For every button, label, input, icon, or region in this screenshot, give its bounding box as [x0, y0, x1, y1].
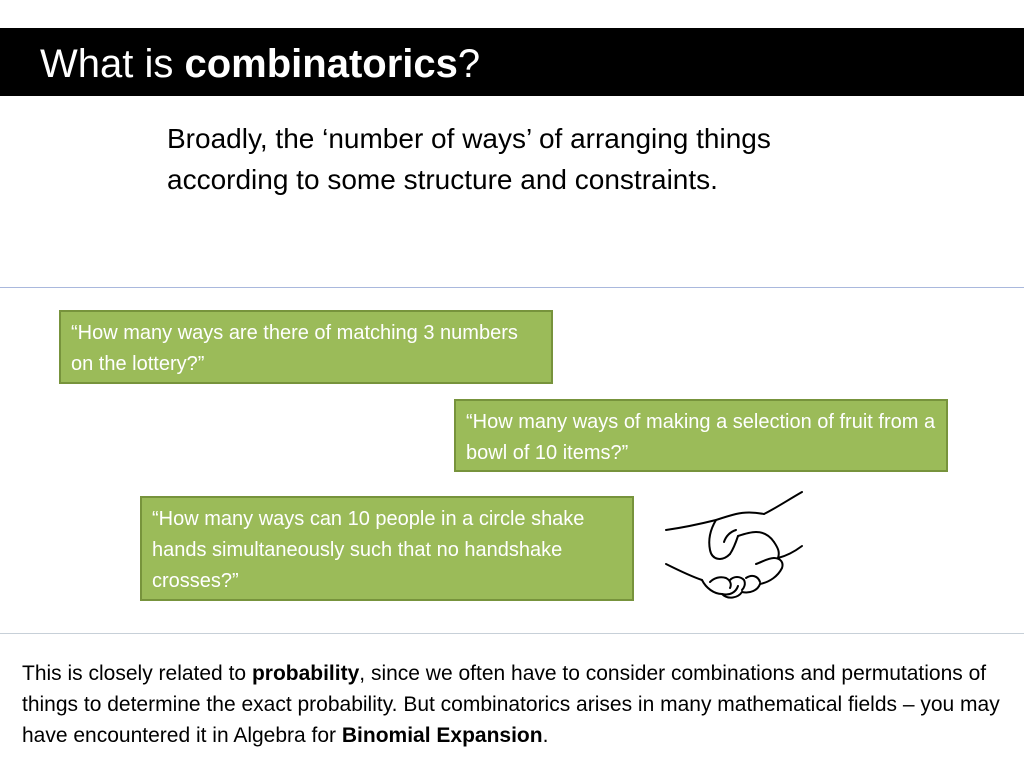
divider-bottom — [0, 633, 1024, 634]
handshake-icon — [660, 486, 810, 606]
footer-part-3: . — [542, 724, 549, 747]
title-suffix: ? — [457, 42, 481, 86]
slide-title — [40, 40, 480, 88]
footer-part-1: This is closely related to — [22, 662, 252, 685]
intro-text: Broadly, the ‘number of ways’ of arranging things according to some structure and constraints. — [167, 123, 771, 195]
footer-text — [22, 658, 1007, 751]
question-box-fruit: “How many ways of making a selection of fruit from a bowl of 10 items?” — [454, 399, 948, 472]
footer-emphasis-probability: probability — [251, 662, 360, 685]
title-prefix: What is — [40, 42, 185, 86]
divider-top — [0, 287, 1024, 288]
question-box-lottery: “How many ways are there of matching 3 numbers on the lottery?” — [59, 310, 553, 384]
title-emphasis: combinatorics — [184, 42, 458, 86]
question-box-handshake: “How many ways can 10 people in a circle shake hands simultaneously such that no handshake crosses?” — [140, 496, 634, 601]
footer-part-2: , since we often have to consider combinations and permutations of things to determine the exact probability. But combinatorics arises in many mathematical fields – you may have encountered it in Algebra for — [22, 662, 1000, 747]
footer-emphasis-binomial: Binomial Expansion — [341, 724, 543, 747]
